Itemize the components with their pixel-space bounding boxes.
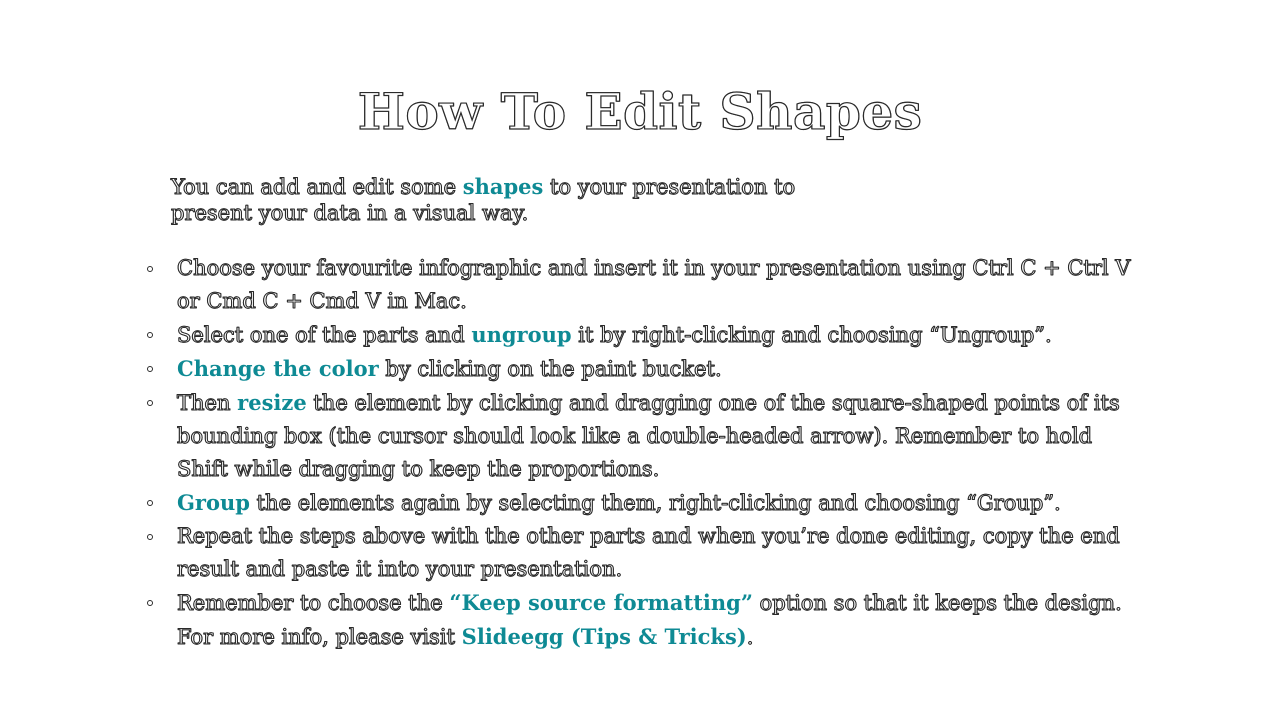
step-highlight-change-color: Change the color <box>177 356 379 381</box>
list-item <box>147 486 1147 520</box>
steps-list <box>147 252 1147 654</box>
step-text: Select one of the parts and <box>177 323 472 347</box>
step-highlight-ungroup: ungroup <box>471 322 572 347</box>
bullet-icon <box>147 332 153 338</box>
list-item <box>147 252 1147 318</box>
step-highlight-keep-source: “Keep source formatting” <box>449 590 753 615</box>
list-item <box>147 352 1147 386</box>
step-text: option so that it keeps the design. For more info, please visit <box>177 591 1122 649</box>
bullet-icon <box>147 266 153 272</box>
intro-text-before: You can add and edit some <box>171 175 463 199</box>
step-highlight-resize: resize <box>237 390 307 415</box>
step-text: the element by clicking and dragging one of the square-shaped points of its bounding box (the cursor should look like a double-headed arrow). Remember to hold Shift while dragging to keep the proportions. <box>177 391 1120 481</box>
step-highlight-group: Group <box>177 490 250 515</box>
bullet-icon <box>147 600 153 606</box>
slide-title: How To Edit Shapes <box>357 82 923 141</box>
step-text: Repeat the steps above with the other parts and when you’re done editing, copy the end result and paste it into your presentation. <box>177 524 1120 581</box>
bullet-icon <box>147 400 153 406</box>
step-text: Remember to choose the <box>177 591 450 615</box>
step-text: . <box>746 625 754 649</box>
bullet-icon <box>147 534 153 540</box>
list-item <box>147 586 1147 654</box>
step-text: Then <box>177 391 238 415</box>
intro-paragraph <box>171 174 871 226</box>
bullet-icon <box>147 366 153 372</box>
intro-highlight-shapes: shapes <box>462 174 544 199</box>
intro-text-after: to your presentation to present your data in a visual way. <box>171 175 796 225</box>
step-text: Choose your favourite infographic and insert it in your presentation using Ctrl C + Ctrl V or Cmd C + Cmd V in Mac. <box>177 256 1131 313</box>
step-text: by clicking on the paint bucket. <box>378 357 722 381</box>
slideegg-tips-link[interactable]: Slideegg (Tips & Tricks) <box>461 624 747 649</box>
list-item <box>147 520 1147 586</box>
list-item <box>147 318 1147 352</box>
list-item <box>147 386 1147 486</box>
step-text: it by right-clicking and choosing “Ungroup”. <box>571 323 1052 347</box>
bullet-icon <box>147 500 153 506</box>
step-text: the elements again by selecting them, right-clicking and choosing “Group”. <box>249 491 1061 515</box>
